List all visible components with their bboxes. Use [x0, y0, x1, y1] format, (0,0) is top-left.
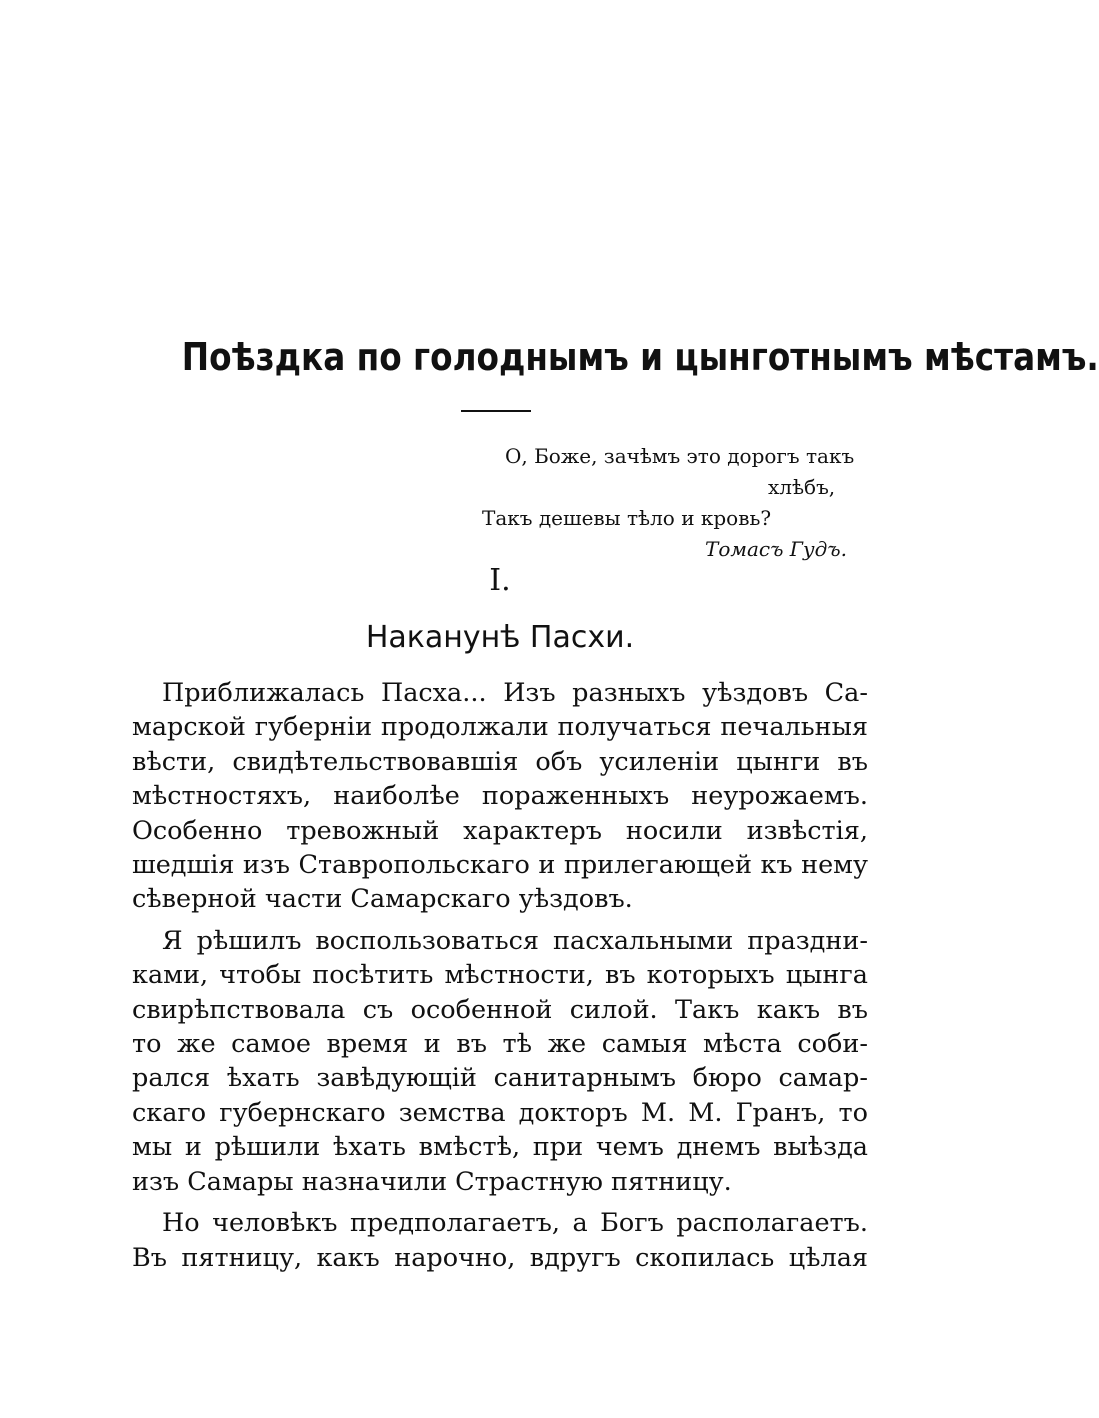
text-line: изъ Самары назначили Страстную пятницу.: [132, 1166, 732, 1197]
paragraph: [132, 676, 868, 917]
text-line: Особенно тревожный характеръ носили извѣстія,: [132, 815, 868, 846]
text-line: марской губерніи продолжали получаться печальныя: [132, 712, 868, 743]
text-line: Но человѣкъ предполагаетъ, а Богъ располагаетъ.: [162, 1208, 868, 1239]
text-line: шедшія изъ Ставропольскаго и прилегающей къ нему: [132, 850, 868, 881]
text-line: Я рѣшилъ воспользоваться пасхальными праздни-: [162, 925, 868, 956]
text-line: мѣстностяхъ, наиболѣе пораженныхъ неурожаемъ.: [132, 781, 868, 812]
text-line: вѣсти, свидѣтельствовавшія объ усиленіи цынги въ: [132, 746, 868, 777]
epigraph-line: хлѣбъ,: [768, 475, 836, 499]
paragraph: [132, 924, 868, 1199]
epigraph-author: Томасъ Гудъ.: [705, 537, 847, 561]
text-line: Въ пятницу, какъ нарочно, вдругъ скопилась цѣлая: [132, 1242, 868, 1273]
title-divider: [461, 410, 531, 412]
chapter-title: Наканунѣ Пасхи.: [365, 620, 635, 655]
page-title: Поѣздка по голоднымъ и цынготнымъ мѣстамъ.: [181, 335, 1099, 379]
text-line: скаго губернскаго земства докторъ М. М. Гранъ, то: [132, 1097, 868, 1128]
text-line: свирѣпствовала съ особенной силой. Такъ какъ въ: [132, 994, 868, 1025]
text-line: Приближалась Пасха... Изъ разныхъ уѣздовъ Са-: [162, 678, 868, 708]
body-text: [132, 676, 868, 1275]
text-line: то же самое время и въ тѣ же самыя мѣста соби-: [132, 1029, 868, 1060]
paragraph: [132, 1206, 868, 1275]
chapter-number: I.: [489, 563, 511, 598]
text-line: рался ѣхать завѣдующій санитарнымъ бюро самар-: [132, 1063, 868, 1094]
text-line: сѣверной части Самарскаго уѣздовъ.: [132, 884, 633, 915]
epigraph-line: Такъ дешевы тѣло и кровь?: [482, 506, 772, 530]
epigraph-line: О, Боже, зачѣмъ это дорогъ такъ: [505, 444, 855, 468]
text-line: ками, чтобы посѣтить мѣстности, въ которыхъ цынга: [132, 960, 868, 991]
epigraph: [400, 441, 870, 565]
text-line: мы и рѣшили ѣхать вмѣстѣ, при чемъ днемъ выѣзда: [132, 1132, 868, 1163]
